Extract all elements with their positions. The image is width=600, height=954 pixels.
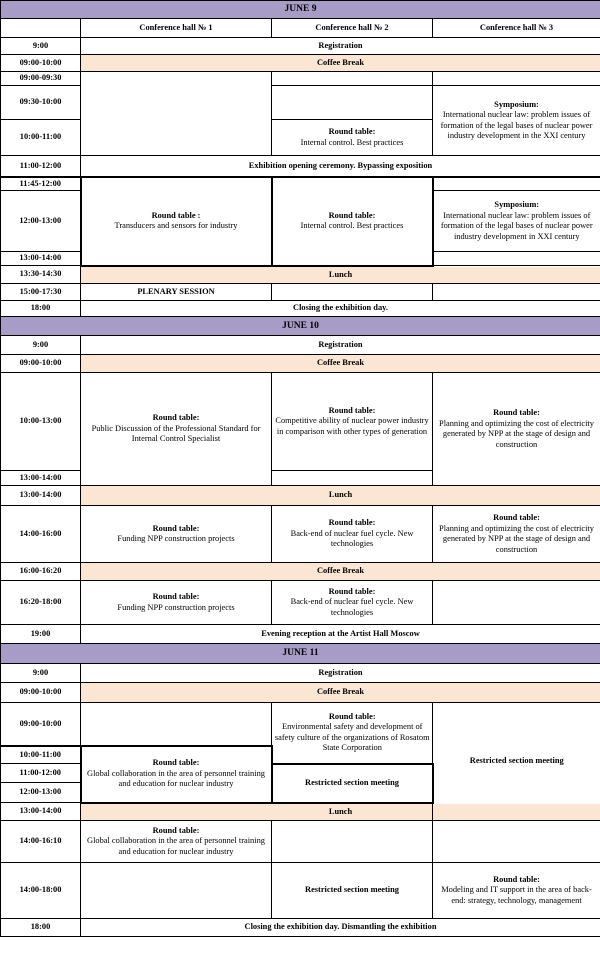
time-cell: 14:00-18:00 <box>1 863 81 919</box>
round-table-cell: Round table: Environmental safety and development of safety culture of the organizations of Rosatom State Corporation <box>272 703 433 764</box>
time-cell: 13:00-14:00 <box>1 471 81 486</box>
day-header-june-9: JUNE 9 <box>1 1 600 19</box>
registration-cell: Registration <box>81 336 600 355</box>
time-cell: 10:00-11:00 <box>1 120 81 156</box>
round-table-cell: Round table: Back-end of nuclear fuel cycle. New technologies <box>272 506 433 563</box>
coffee-break-cell: Coffee Break <box>81 563 600 581</box>
time-cell: 11:00-12:00 <box>1 764 81 783</box>
time-cell: 09:00-10:00 <box>1 703 81 746</box>
closing-cell: Closing the exhibition day. <box>81 301 600 317</box>
time-cell: 09:00-10:00 <box>1 55 81 72</box>
round-table-cell: Round table: Internal control. Best practices <box>272 120 433 156</box>
hall-2-header: Conference hall № 2 <box>272 19 433 38</box>
time-cell: 16:00-16:20 <box>1 563 81 581</box>
round-table-cell: Round table: Planning and optimizing the cost of electricity generated by NPP at the stage of design and construction <box>433 373 600 486</box>
hall-3-header: Conference hall № 3 <box>433 19 600 38</box>
restricted-section-cell: Restricted section meeting <box>272 764 433 803</box>
day-header-june-10: JUNE 10 <box>1 317 600 336</box>
symposium-cell: Symposium: International nuclear law: problem issues of formation of the legal bases of nuclear power industry development in the XXI century <box>433 86 600 156</box>
round-table-cell: Round table: Funding NPP construction projects <box>81 506 272 563</box>
reception-cell: Evening reception at the Artist Hall Moscow <box>81 625 600 644</box>
time-cell: 09:00-10:00 <box>1 355 81 373</box>
round-table-cell: Round table: Modeling and IT support in the area of back-end: strategy, technology, management <box>433 863 600 919</box>
symposium-cell: Symposium: International nuclear law: problem issues of formation of the legal bases of nuclear power industry development in XXI century <box>433 191 600 252</box>
lunch-cell: Lunch <box>81 486 600 506</box>
time-cell: 12:00-13:00 <box>1 783 81 803</box>
time-cell: 9:00 <box>1 664 81 683</box>
time-cell: 09:30-10:00 <box>1 86 81 120</box>
time-cell: 18:00 <box>1 919 81 937</box>
time-cell: 13:00-14:00 <box>1 252 81 266</box>
coffee-break-cell: Coffee Break <box>81 355 600 373</box>
round-table-cell: Round table: Back-end of nuclear fuel cycle. New technologies <box>272 581 433 625</box>
time-cell: 11:45-12:00 <box>1 177 81 191</box>
time-cell: 14:00-16:10 <box>1 821 81 863</box>
time-cell: 15:00-17:30 <box>1 284 81 301</box>
round-table-cell: Round table: Internal control. Best practices <box>272 177 433 266</box>
day-header-june-11: JUNE 11 <box>1 644 600 664</box>
hall-1-header: Conference hall № 1 <box>81 19 272 38</box>
round-table-cell: Round table: Planning and optimizing the cost of electricity generated by NPP at the stage of design and construction <box>433 506 600 563</box>
exhibition-cell: Exhibition opening ceremony. Bypassing exposition <box>81 156 600 177</box>
plenary-session-cell: PLENARY SESSION <box>81 284 272 301</box>
round-table-cell: Round table: Global collaboration in the area of personnel training and education for nuclear industry <box>81 746 272 803</box>
time-cell: 12:00-13:00 <box>1 191 81 252</box>
round-table-cell: Round table: Funding NPP construction projects <box>81 581 272 625</box>
time-cell: 09:00-09:30 <box>1 72 81 86</box>
round-table-cell: Round table : Transducers and sensors for industry <box>81 177 272 266</box>
coffee-break-cell: Coffee Break <box>81 683 600 703</box>
time-cell: 13:00-14:00 <box>1 486 81 506</box>
time-cell: 18:00 <box>1 301 81 317</box>
time-cell: 10:00-13:00 <box>1 373 81 471</box>
time-cell: 16:20-18:00 <box>1 581 81 625</box>
round-table-cell: Round table: Public Discussion of the Professional Standard for Internal Control Specialist <box>81 373 272 486</box>
time-cell: 13:30-14:30 <box>1 266 81 284</box>
registration-cell: Registration <box>81 664 600 683</box>
round-table-cell: Round table: Competitive ability of nuclear power industry in comparison with other types of generation <box>272 373 433 471</box>
time-cell: 9:00 <box>1 336 81 355</box>
time-cell: 9:00 <box>1 38 81 55</box>
restricted-section-cell: Restricted section meeting <box>433 703 600 821</box>
time-cell: 13:00-14:00 <box>1 803 81 821</box>
registration-cell: Registration <box>81 38 600 55</box>
time-cell: 11:00-12:00 <box>1 156 81 177</box>
restricted-section-cell: Restricted section meeting <box>272 863 433 919</box>
lunch-cell: Lunch <box>81 803 600 821</box>
coffee-break-cell: Coffee Break <box>81 55 600 72</box>
time-cell: 14:00-16:00 <box>1 506 81 563</box>
time-cell: 10:00-11:00 <box>1 746 81 764</box>
closing-cell: Closing the exhibition day. Dismantling the exhibition <box>81 919 600 937</box>
time-cell: 19:00 <box>1 625 81 644</box>
time-cell: 09:00-10:00 <box>1 683 81 703</box>
lunch-cell: Lunch <box>81 266 600 284</box>
round-table-cell: Round table: Global collaboration in the area of personnel training and education for nuclear industry <box>81 821 272 863</box>
